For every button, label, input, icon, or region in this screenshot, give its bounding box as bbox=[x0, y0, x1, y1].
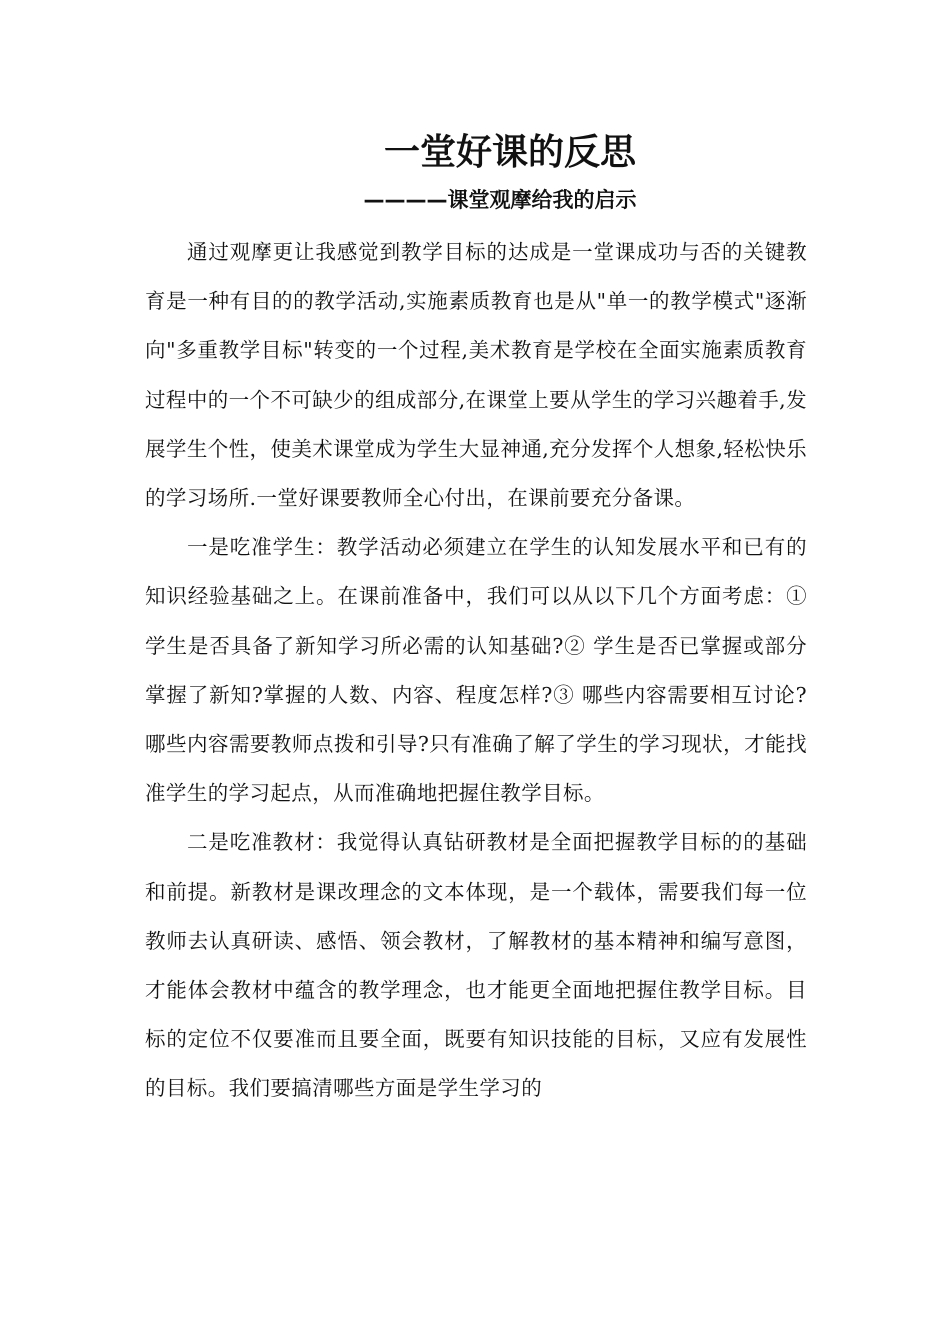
document-title: 一堂好课的反思 bbox=[383, 131, 636, 173]
paragraph-intro: 通过观摩更让我感觉到教学目标的达成是一堂课成功与否的关键教育是一种有目的的教学活动,实施素质教育也是从"单一的教学模式"逐渐向"多重教学目标"转变的一个过程,美术教育是学校在全面实施素质教育过程中的一个不可缺少的组成部分,在课堂上要从学生的学习兴趣着手,发展学生个性，使美术课堂成为学生大显神通,充分发挥个人想象,轻松快乐的学习场所.一堂好课要教师全心付出，在课前要充分备课。 bbox=[145, 240, 807, 511]
paragraph-students: 一是吃准学生：教学活动必须建立在学生的认知发展水平和已有的知识经验基础之上。在课前准备中，我们可以从以下几个方面考虑：①学生是否具备了新知学习所必需的认知基础?② 学生是否已掌握或部分掌握了新知?掌握的人数、内容、程度怎样?③ 哪些内容需要相互讨论?哪些内容需要教师点拨和引导?只有准确了解了学生的学习现状，才能找准学生的学习起点，从而准确地把握住教学目标。 bbox=[145, 535, 807, 806]
paragraph-textbook: 二是吃准教材：我觉得认真钻研教材是全面把握教学目标的的基础和前提。新教材是课改理念的文本体现，是一个载体，需要我们每一位教师去认真研读、感悟、领会教材，了解教材的基本精神和编写意图，才能体会教材中蕴含的教学理念，也才能更全面地把握住教学目标。目标的定位不仅要准而且要全面，既要有知识技能的目标，又应有发展性的目标。我们要搞清哪些方面是学生学习的 bbox=[145, 830, 807, 1101]
document-body bbox=[145, 228, 807, 1114]
document-subtitle: ————课堂观摩给我的启示 bbox=[363, 188, 637, 212]
